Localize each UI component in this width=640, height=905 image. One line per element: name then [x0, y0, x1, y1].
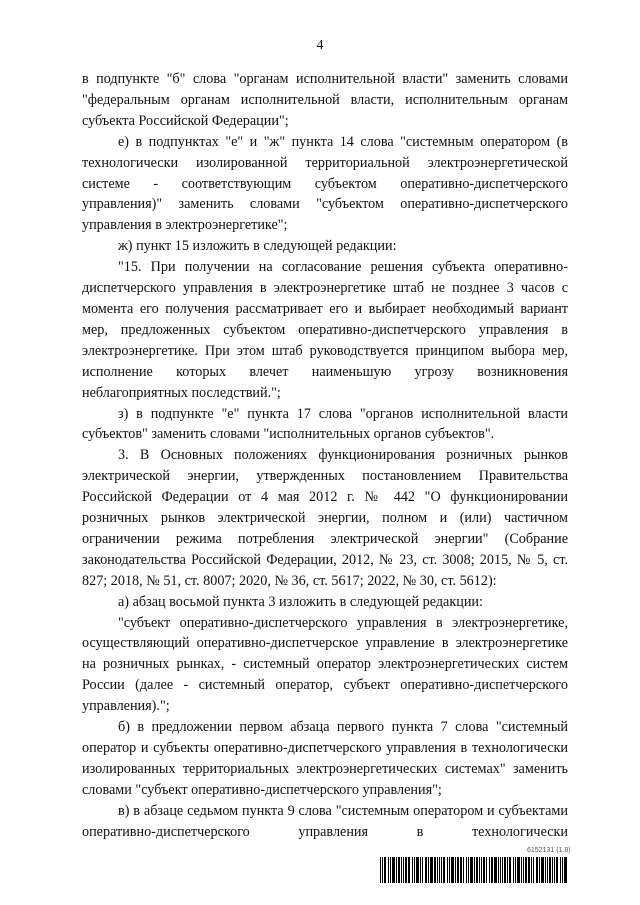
barcode-bar	[486, 857, 487, 883]
barcode-bar	[474, 857, 475, 883]
barcode-bar	[547, 857, 548, 883]
paragraph: "15. При получении на согласование решения субъекта оперативно-диспетчерского управления в электроэнергетике штаб не позднее 3 часов с момента его получения рассматривает его и выбирает необходимый вариант мер, предложенных субъектом оперативно-диспетчерского управления в электроэнергетике. При этом штаб руководствуется принципом выбора мер, исполнение которых влечет наименьшую угрозу возникновения неблагоприятных последствий.";	[82, 259, 568, 401]
barcode-bar	[430, 857, 433, 883]
barcode-bar	[451, 857, 454, 883]
barcode-bar	[380, 857, 381, 883]
paragraph: а) абзац восьмой пункта 3 изложить в следующей редакции:	[118, 593, 483, 610]
barcode-bar	[533, 857, 534, 883]
paragraph: в) в абзаце седьмом пункта 9 слова "системным оператором и субъектами оперативно-диспетчерского управления в технологически	[82, 802, 568, 840]
paragraph: ж) пункт 15 изложить в следующей редакции:	[118, 238, 397, 255]
barcode-bar	[468, 857, 469, 883]
barcode-bar	[539, 857, 540, 883]
barcode-bar	[384, 857, 386, 883]
barcode-bar	[398, 857, 400, 883]
barcode-bar	[479, 857, 480, 883]
document-body	[82, 69, 568, 843]
barcode-bar	[390, 857, 391, 883]
barcode-bar	[481, 857, 482, 883]
barcode-bar	[531, 857, 532, 883]
barcode-bar	[405, 857, 407, 883]
barcode-bar	[489, 857, 490, 883]
barcode-bar	[564, 857, 567, 883]
paragraph: в подпункте "б" слова "органам исполнительной власти" заменить словами "федеральным органам исполнительной власти, исполнительным органам субъекта Российской Федерации";	[82, 71, 568, 129]
barcode-bar	[560, 857, 561, 883]
barcode-bar	[498, 857, 499, 883]
barcode-bar	[562, 857, 563, 883]
barcode-bar	[425, 857, 427, 883]
barcode-bar	[455, 857, 456, 883]
barcode-bar	[556, 857, 558, 883]
barcode-bar	[509, 857, 511, 883]
barcode-bar	[449, 857, 450, 883]
barcode-bar	[554, 857, 555, 883]
barcode-bar	[502, 857, 503, 883]
barcode-bar	[388, 857, 389, 883]
document-stamp: 6152131 (1.8)	[527, 847, 571, 854]
barcode-bar	[470, 857, 473, 883]
paragraph: 3. В Основных положениях функционирования розничных рынков электрической энергии, утвержденных постановлением Правительства Российской Федерации от 4 мая 2012 г. № 442 "О функционировании розничных рынков электрической энергии, полном и (или) частичном ограничении режима потребления электрической энергии" (Собрание законодательства Российской Федерации, 2012, № 23, ст. 3008; 2015, № 5, ст. 827; 2018, № 51, ст. 8007; 2020, № 36, ст. 5617; 2022, № 30, ст. 5612):	[82, 447, 568, 589]
barcode-bar	[504, 857, 506, 883]
barcode-bar	[500, 857, 501, 883]
barcode-bar	[382, 857, 383, 883]
barcode-bar	[545, 857, 546, 883]
barcode-bar	[523, 857, 524, 883]
barcode-bar	[528, 857, 530, 883]
barcode-bar	[401, 857, 402, 883]
barcode-bar	[515, 857, 516, 883]
barcode-bar	[441, 857, 442, 883]
barcode-bar	[517, 857, 520, 883]
barcode-bar	[428, 857, 429, 883]
barcode-bar	[434, 857, 436, 883]
barcode-bar	[447, 857, 448, 883]
barcode-bar	[414, 857, 415, 883]
barcode-bar	[416, 857, 419, 883]
barcode-bar	[460, 857, 462, 883]
barcode-bar	[403, 857, 404, 883]
barcode-bar	[525, 857, 527, 883]
barcode-bar	[491, 857, 493, 883]
page-number: 4	[316, 38, 324, 53]
barcode-bar	[457, 857, 459, 883]
paragraph: "субъект оперативно-диспетчерского управления в электроэнергетике, осуществляющий оперативно-диспетчерское управление в электроэнергетике на розничных рынках, - системный оператор электроэнергетических систем России (далее - системный оператор, субъект оперативно-диспетчерского управления).";	[82, 614, 568, 715]
paragraph: е) в подпунктах "е" и "ж" пункта 14 слова "системным оператором (в технологически изолированной территориальной электроэнергетической системе - соответствующим субъектом оперативно-диспетчерского управления)" заменить словами "субъектом оперативно-диспетчерского управления в электроэнергетике";	[82, 133, 568, 234]
barcode-bar	[507, 857, 508, 883]
barcode-bar	[420, 857, 421, 883]
barcode-bar	[476, 857, 478, 883]
barcode-bar	[437, 857, 438, 883]
paragraph: б) в предложении первом абзаца первого пункта 7 слова "системный оператор и субъекты оперативно-диспетчерского управления в технологически изолированных территориальных электроэнергетических системах" заменить словами "субъект оперативно-диспетчерского управления";	[82, 719, 568, 798]
barcode-bar	[494, 857, 497, 883]
barcode-bar	[513, 857, 514, 883]
barcode-bar	[552, 857, 553, 883]
barcode-bar	[466, 857, 467, 883]
barcode-bar	[521, 857, 522, 883]
barcode-bar	[536, 857, 538, 883]
barcode-bar	[392, 857, 395, 883]
barcode-bar	[541, 857, 544, 883]
barcode-bar	[408, 857, 410, 883]
barcode-bar	[396, 857, 397, 883]
barcode-bar	[443, 857, 445, 883]
barcode-bar	[463, 857, 464, 883]
barcode-icon	[380, 857, 568, 883]
barcode-bar	[422, 857, 423, 883]
barcode-bar	[439, 857, 440, 883]
barcode-bar	[412, 857, 413, 883]
paragraph: з) в подпункте "е" пункта 17 слова "органов исполнительной власти субъектов" заменить словами "исполнительных органов субъектов".	[82, 405, 568, 443]
barcode-bar	[549, 857, 551, 883]
barcode-bar	[483, 857, 485, 883]
